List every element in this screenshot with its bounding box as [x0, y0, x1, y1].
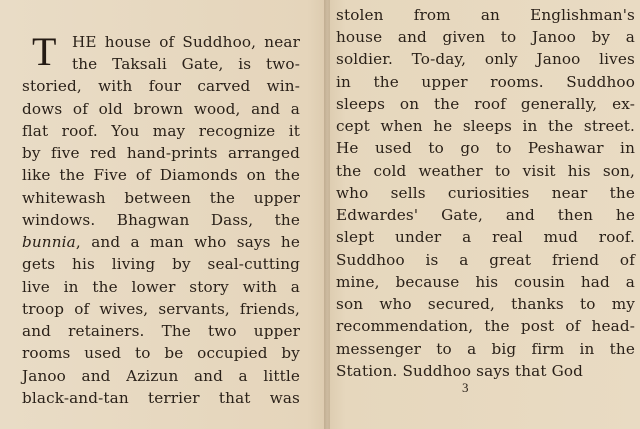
text-line: by five red hand-prints arranged: [22, 144, 300, 162]
text-line: the cold weather to visit his son,: [336, 162, 635, 180]
text-line: the Taksali Gate, is two-: [72, 55, 300, 73]
text-line: cept when he sleeps in the street.: [336, 117, 635, 135]
text-line: flat roof. You may recognize it: [22, 122, 300, 140]
text-line: soldier. To-day, only Janoo lives: [336, 50, 635, 68]
text-line: black-and-tan terrier that was: [22, 389, 300, 407]
text-line: in the upper rooms. Suddhoo: [336, 73, 635, 91]
text-line: son who secured, thanks to my: [336, 295, 635, 313]
text-line: Edwardes' Gate, and then he: [336, 206, 635, 224]
text-line: whitewash between the upper: [22, 189, 300, 207]
text-line: rooms used to be occupied by: [22, 344, 300, 362]
text-line: bunnia, and a man who says he: [22, 233, 300, 251]
text-line: messenger to a big firm in the: [336, 340, 635, 358]
text-line: He used to go to Peshawar in: [336, 139, 635, 157]
page-number: 3: [462, 380, 469, 395]
text-line: gets his living by seal-cutting: [22, 255, 300, 273]
right-page: [330, 0, 640, 429]
text-line: sleeps on the roof generally, ex-: [336, 95, 635, 113]
text-line: windows. Bhagwan Dass, the: [22, 211, 300, 229]
text-line: like the Five of Diamonds on the: [22, 166, 300, 184]
text-line: house and given to Janoo by a: [336, 28, 635, 46]
text-line: recommendation, the post of head-: [336, 317, 635, 335]
text-line: mine, because his cousin had a: [336, 273, 635, 291]
text-line: and retainers. The two upper: [22, 322, 300, 340]
text-line: HE house of Suddhoo, near: [72, 33, 300, 51]
text-line: who sells curiosities near the: [336, 184, 635, 202]
text-line: dows of old brown wood, and a: [22, 100, 300, 118]
text-line: troop of wives, servants, friends,: [22, 300, 300, 318]
text-line: storied, with four carved win-: [22, 77, 300, 95]
text-line: slept under a real mud roof.: [336, 228, 635, 246]
text-line: Janoo and Azizun and a little: [22, 367, 300, 385]
text-line: Suddhoo is a great friend of: [336, 251, 635, 269]
drop-cap: T: [32, 29, 57, 74]
text-line: Station. Suddhoo says that God: [336, 362, 584, 380]
text-line: live in the lower story with a: [22, 278, 300, 296]
text-line: stolen from an Englishman's: [336, 6, 635, 24]
